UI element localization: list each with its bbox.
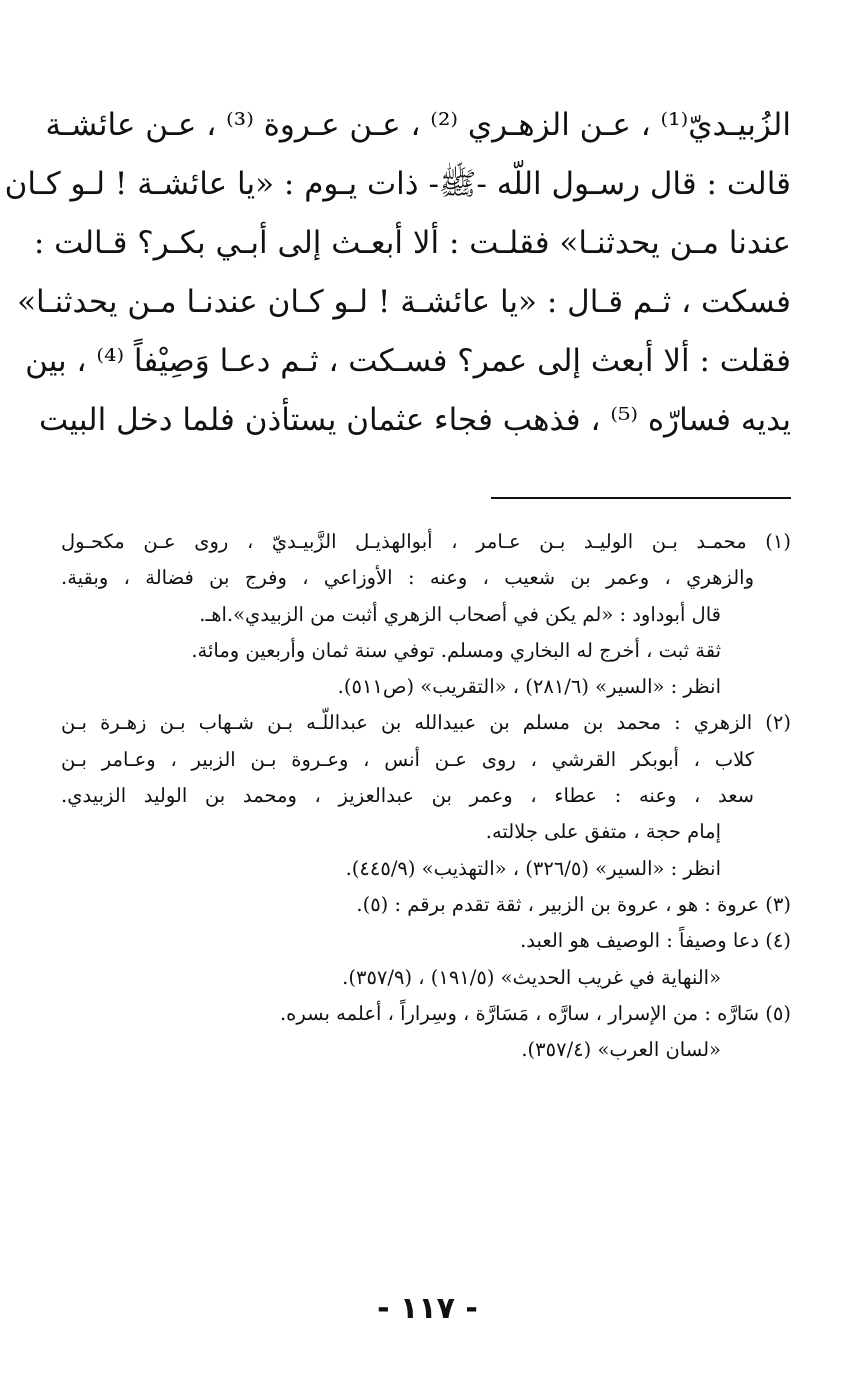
footnote-line: (١) محمـد بـن الوليـد بـن عـامر ، أبوالهذيـل الزَّبيـديّ ، روى عـن مكحـول — [61, 530, 791, 553]
footnote-line: (٤) دعا وصيفاً : الوصيف هو العبد. — [520, 929, 791, 953]
page-number: - ١١٧ - — [377, 1291, 478, 1326]
footnote-line: انظر : «السير» (٣٢٦/٥) ، «التهذيب» (٤٤٥/٩). — [345, 856, 721, 880]
footnote-line: «لسان العرب» (٣٥٧/٤). — [521, 1038, 721, 1062]
footnote-line: قال أبوداود : «لم يكن في أصحاب الزهري أثبت من الزبيدي».اهـ. — [199, 602, 721, 626]
footnote-line: سعد ، وعنه : عطاء ، وعمر بن عبدالعزيز ، ومحمد بن الوليد الزبيدي. — [61, 784, 754, 808]
footnote-line: (٥) سَارَّه : من الإسرار ، سارَّه ، مَسَارَّة ، وسِراراً ، أعلمه بسره. — [279, 1001, 791, 1025]
footnotes-block — [61, 524, 791, 1068]
footnote-line: (٣) عروة : هو ، عروة بن الزبير ، ثقة تقدم برقم : (٥). — [356, 892, 791, 916]
footnote-separator — [491, 497, 791, 499]
footnote-line: والزهري ، وعمر بن شعيب ، وعنه : الأوزاعي ، وفرج بن فضالة ، وبقية. — [61, 566, 754, 590]
main-text-line: فقلت : ألا أبعث إلى عمر؟ فسـكت ، ثـم دعـا وَصِيْفاً ⁽⁴⁾ ، بين — [25, 343, 791, 379]
footnote-line: (٢) الزهري : محمد بن مسلم بن عبيدالله بن عبداللّـه بـن شـهاب بـن زهـرة بـن — [61, 711, 791, 735]
footnote-line: ثقة ثبت ، أخرج له البخاري ومسلم. توفي سنة ثمان وأربعين ومائة. — [191, 638, 721, 662]
main-text-line: فسكت ، ثـم قـال : «يا عائشـة ! لـو كـان عندنـا مـن يحدثنـا» — [17, 284, 791, 320]
main-text-line: الزُبيـديّ⁽¹⁾ ، عـن الزهـري ⁽²⁾ ، عـن عـروة ⁽³⁾ ، عـن عائشـة — [45, 107, 791, 143]
main-text-line: قالت : قال رسـول اللّه -ﷺ- ذات يـوم : «يا عائشـة ! لـو كـان — [4, 166, 791, 202]
footnote-line: إمام حجة ، متفق على جلالته. — [485, 820, 721, 844]
footnote-line: «النهاية في غريب الحديث» (١٩١/٥) ، (٣٥٧/٩). — [342, 965, 721, 989]
main-text-line: عندنا مـن يحدثنـا» فقلـت : ألا أبعـث إلى أبـي بكـر؟ قـالت : — [33, 225, 791, 261]
footnote-line: انظر : «السير» (٢٨١/٦) ، «التقريب» (ص٥١١). — [337, 675, 721, 699]
main-text-line: يديه فسارّه ⁽⁵⁾ ، فذهب فجاء عثمان يستأذن فلما دخل البيت — [39, 402, 791, 438]
footnote-line: كلاب ، أبوبكر القرشي ، روى عـن أنس ، وعـروة بـن الزبير ، وعـامر بـن — [61, 747, 754, 771]
main-text-block — [4, 96, 791, 450]
